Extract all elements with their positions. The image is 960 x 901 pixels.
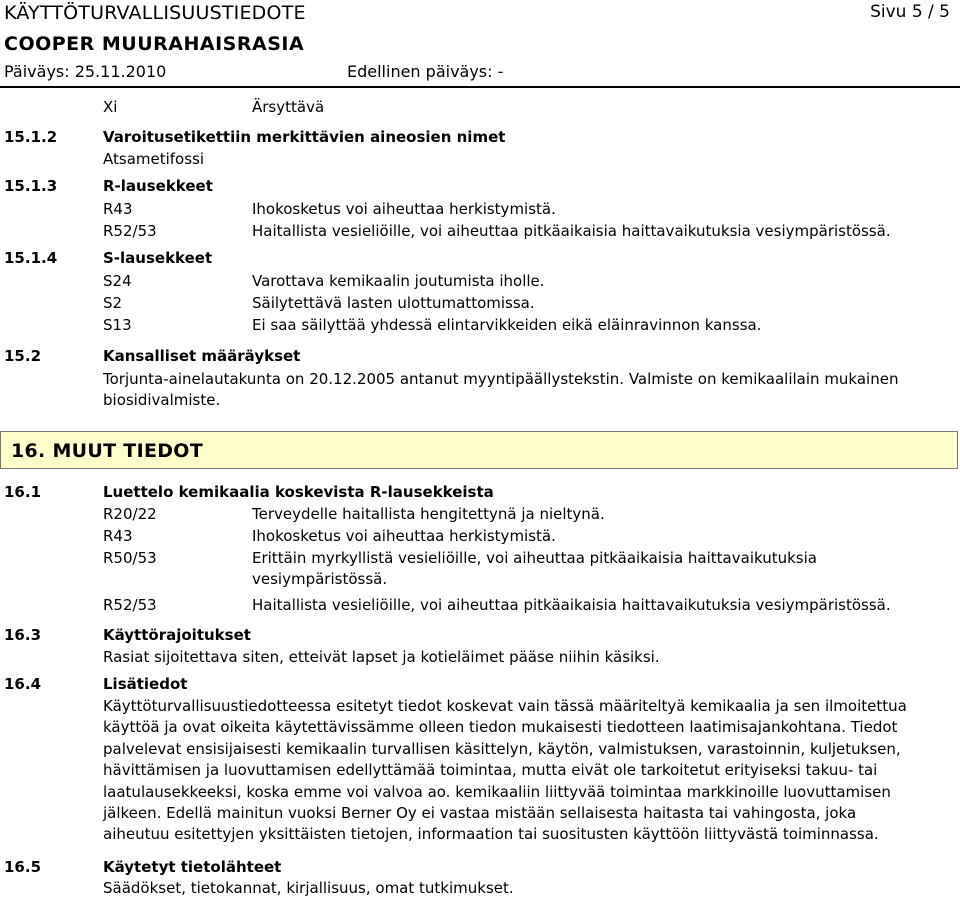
section-16-heading-box [0, 431, 958, 469]
r-phrase-code: R43 [103, 200, 133, 218]
r-phrase-code: R50/53 [103, 549, 157, 567]
additional-info-text: Käyttöturvallisuustiedotteessa esitetyt tiedot koskevat vain tässä määriteltyä kemikaalia ja sen ilmoitettua käyttöä ja ovat oikeita käytettävissämme olleen tiedon mukaisesti tiedotteen laatimisajankohtana. Tiedot palvelevat ensisijaisesti kemikaalin turvallisen käsittelyn, käytön, valmistuksen, varastoinnin, kuljetuksen, hävittämisen ja luovuttamisen edellyttämää toimintaa, mutta eivät ole tarkoitetut erityiseksi takuu- tai laatulausekkeeksi, koska emme voi valvoa ao. kemikaaliin liittyvää toimintaa markkinoille luovuttamisen jälkeen. Edellä mainitun vuoksi Berner Oy ei vastaa mistään sellaisesta haitasta tai vahingosta, joka aiheutuu esitettyjen yksittäisten tietojen, informaation tai suositusten käyttöön liittyvästä toiminnassa. [103, 697, 907, 844]
sources-text: Säädökset, tietokannat, kirjallisuus, omat tutkimukset. [103, 879, 514, 897]
previous-date: Edellinen päiväys: - [347, 62, 504, 81]
r-phrase-text: Terveydelle haitallista hengitettynä ja nieltynä. [252, 505, 605, 523]
section-title-16-1: Luettelo kemikaalia koskevista R-lausekkeista [103, 483, 494, 501]
section-number-15-1-4: 15.1.4 [4, 249, 58, 267]
section-number-16-3: 16.3 [4, 626, 42, 644]
s-phrase-code: S2 [103, 294, 123, 312]
section-title-16-4: Lisätiedot [103, 675, 188, 693]
header-divider [0, 86, 960, 88]
section-number-16-4: 16.4 [4, 675, 42, 693]
r-phrase-text: Haitallista vesieliöille, voi aiheuttaa pitkäaikaisia haittavaikutuksia vesiympäristössä. [252, 222, 891, 240]
r-phrase-text: Ihokosketus voi aiheuttaa herkistymistä. [252, 527, 556, 545]
company-name: COOPER MUURAHAISRASIA [4, 33, 305, 55]
section-title-15-1-4: S-lausekkeet [103, 249, 213, 267]
s-phrase-text: Säilytettävä lasten ulottumattomissa. [252, 294, 535, 312]
s-phrase-code: S13 [103, 316, 132, 334]
r-phrase-text: Haitallista vesieliöille, voi aiheuttaa pitkäaikaisia haittavaikutuksia vesiympäristössä. [252, 596, 891, 614]
document-title: KÄYTTÖTURVALLISUUSTIEDOTE [4, 2, 306, 24]
r-phrase-text: Erittäin myrkyllistä vesieliöille, voi aiheuttaa pitkäaikaisia haittavaikutuksia [252, 549, 817, 567]
r-phrase-code: R52/53 [103, 222, 157, 240]
r-phrase-text-cont: vesiympäristössä. [252, 570, 388, 588]
document-date: Päiväys: 25.11.2010 [4, 62, 167, 81]
r-phrase-code: R43 [103, 527, 133, 545]
section-number-15-1-3: 15.1.3 [4, 177, 58, 195]
section-title-16-3: Käyttörajoitukset [103, 626, 251, 644]
regulation-text-cont: biosidivalmiste. [103, 391, 221, 409]
section-number-15-2: 15.2 [4, 347, 42, 365]
section-title-16-5: Käytetyt tietolähteet [103, 858, 282, 876]
hazard-symbol-code: Xi [103, 98, 118, 116]
s-phrase-code: S24 [103, 272, 132, 290]
section-title-15-1-3: R-lausekkeet [103, 177, 213, 195]
page-number: Sivu 5 / 5 [870, 2, 950, 22]
section-number-15-1-2: 15.1.2 [4, 128, 58, 146]
regulation-text: Torjunta-ainelautakunta on 20.12.2005 antanut myyntipäällystekstin. Valmiste on kemikaalilain mukainen [103, 370, 899, 388]
section-heading: 16. MUUT TIEDOT [11, 440, 204, 462]
section-title-15-2: Kansalliset määräykset [103, 347, 301, 365]
r-phrase-text: Ihokosketus voi aiheuttaa herkistymistä. [252, 200, 556, 218]
section-title-15-1-2: Varoitusetikettiin merkittävien aineosien nimet [103, 128, 506, 146]
section-number-16-1: 16.1 [4, 483, 42, 501]
restriction-text: Rasiat sijoitettava siten, etteivät lapset ja kotieläimet pääse niihin käsiksi. [103, 648, 660, 666]
s-phrase-text: Varottava kemikaalin joutumista iholle. [252, 272, 545, 290]
ingredient-name: Atsametifossi [103, 150, 205, 168]
r-phrase-code: R20/22 [103, 505, 157, 523]
s-phrase-text: Ei saa säilyttää yhdessä elintarvikkeiden eikä eläinravinnon kanssa. [252, 316, 762, 334]
hazard-symbol-text: Ärsyttävä [252, 98, 325, 116]
r-phrase-code: R52/53 [103, 596, 157, 614]
section-number-16-5: 16.5 [4, 858, 42, 876]
